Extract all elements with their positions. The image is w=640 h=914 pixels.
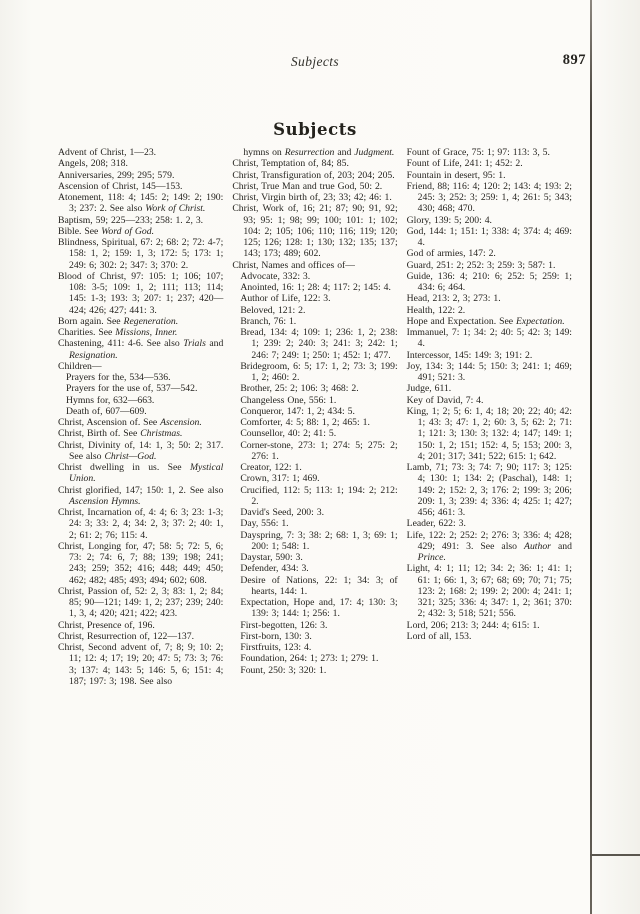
- index-entry: Anniversaries, 299; 295; 579.: [58, 169, 175, 181]
- index-entry: Bread, 134: 4; 109: 1; 236: 1, 2; 238: 1; 239: 2; 240: 3; 241: 3; 242: 1; 246: 7; 249: 1; 250: 1; 452: 1; 477.: [240, 327, 398, 361]
- index-entry: Day, 556: 1.: [240, 518, 289, 530]
- index-column-1: [58, 147, 223, 687]
- index-entry: Foundation, 264: 1; 273: 1; 279: 1.: [240, 653, 379, 665]
- index-entry: Christ, Divinity of, 14: 1, 3; 50: 2; 317. See also Christ—God.: [58, 439, 224, 462]
- index-entry: Health, 122: 2.: [406, 304, 466, 316]
- index-entry: Christ, Virgin birth of, 23; 33; 42; 46: 1.: [232, 192, 392, 203]
- index-entry: Crown, 317: 1; 469.: [240, 473, 320, 485]
- index-entry: Christ, Longing for, 47; 58: 5; 72: 5, 6; 73: 2; 74: 6, 7; 88; 139; 198; 241; 243; 259; 352; 416; 448; 449; 450; 462; 482; 485; 493; 494; 602; 608.: [58, 540, 224, 586]
- index-entry: Life, 122: 2; 252: 2; 276: 3; 336: 4; 428; 429; 491: 3. See also Author and Prince.: [406, 529, 572, 563]
- index-entry: Christ glorified, 147; 150: 1, 2. See also Ascension Hymns.: [58, 484, 224, 507]
- index-entry: Defender, 434: 3.: [240, 563, 309, 575]
- index-entry: Prayers for the, 534—536.: [66, 372, 171, 383]
- index-entry: Guide, 136: 4; 210: 6; 252: 5; 259: 1; 434: 6; 464.: [406, 270, 572, 293]
- index-entry: Daystar, 590: 3.: [240, 552, 303, 563]
- index-entry: Blindness, Spiritual, 67: 2; 68: 2; 72: 4-7; 158: 1, 2; 159: 1, 3; 172: 5; 173: 1; 249: 6; 302: 2; 347: 3; 370: 2.: [58, 237, 224, 271]
- index-entry: Christ, Names and offices of—: [232, 259, 355, 271]
- index-entry: Children—: [58, 360, 102, 372]
- index-entry: Advocate, 332: 3.: [240, 270, 311, 282]
- index-entry: David's Seed, 200: 3.: [240, 507, 325, 518]
- index-entry: hymns on Resurrection and Judgment.: [243, 147, 395, 158]
- index-entry: Branch, 76: 1.: [240, 315, 297, 327]
- index-entry: Christ, True Man and true God, 50: 2.: [232, 180, 383, 192]
- index-column-2: [232, 147, 397, 687]
- index-entry: Guard, 251: 2; 252: 3; 259: 3; 587: 1.: [406, 259, 556, 271]
- index-entry: Counsellor, 40: 2; 41: 5.: [240, 428, 337, 440]
- index-entry: Brother, 25: 2; 106: 3; 468: 2.: [240, 383, 359, 395]
- running-head: Subjects: [290, 54, 340, 69]
- index-entry: Lord of all, 153.: [406, 630, 472, 642]
- index-entry: Hymns for, 632—663.: [66, 394, 155, 406]
- page-corner-mark: [590, 854, 640, 856]
- index-entry: Intercessor, 145: 149: 3; 191: 2.: [406, 349, 533, 361]
- index-entry: Blood of Christ, 97: 105: 1; 106; 107; 108: 3-5; 109: 1, 2; 111; 113; 114; 145: 1-3; 193: 3; 207: 1; 237; 420—424; 426; 427; 441: 3.: [58, 270, 224, 316]
- index-entry: Christ, Transfiguration of, 203; 204; 205.: [232, 169, 395, 181]
- index-entry: Christ, Presence of, 196.: [58, 619, 155, 631]
- index-entry: Fount, 250: 3; 320: 1.: [240, 664, 327, 676]
- index-columns: [58, 147, 572, 687]
- index-entry: Head, 213: 2, 3; 273: 1.: [406, 293, 501, 305]
- section-title: Subjects: [273, 120, 357, 139]
- index-entry: God of armies, 147: 2.: [406, 248, 496, 260]
- index-entry: King, 1; 2; 5; 6: 1, 4; 18; 20; 22; 40; 42: 1; 43: 3; 47: 1, 2; 60: 3, 5; 62: 2; 71: 1; 121: 3; 130: 3; 132: 4; 147; 149: 1; 150: 1, 2; 151; 152: 4, 5; 153; 200: 3, 4; 201; 317; 341; 522; 615: 1; 642.: [406, 405, 572, 462]
- index-entry: Hope and Expectation. See Expectation.: [406, 315, 565, 327]
- index-entry: Firstfruits, 123: 4.: [240, 642, 312, 653]
- index-entry: Joy, 134: 3; 144: 5; 150: 3; 241: 1; 469; 491; 521: 3.: [406, 360, 572, 383]
- index-entry: Fount of Life, 241: 1; 452: 2.: [406, 158, 523, 170]
- index-entry: First-born, 130: 3.: [240, 630, 312, 642]
- index-entry: Friend, 88; 116: 4; 120: 2; 143: 4; 193: 2; 245: 3; 252: 3; 259: 1, 4; 261: 5; 343; 430; 468; 470.: [406, 180, 572, 215]
- index-entry: Glory, 139: 5; 200: 4.: [406, 214, 492, 226]
- index-entry: Beloved, 121: 2.: [240, 304, 306, 316]
- index-entry: Lamb, 71; 73: 3; 74: 7; 90; 117: 3; 125: 4; 130: 1; 134: 2; (Paschal), 148: 1; 149: 2; 152: 2, 3; 176: 2; 199: 3; 206; 209: 1, 3; 239: 4; 336: 4; 425: 1; 427; 456; 461: 3.: [406, 462, 572, 518]
- index-entry: Christ, Ascension of. See Ascension.: [58, 417, 202, 428]
- index-entry: Immanuel, 7: 1; 34: 2; 40: 5; 42: 3; 149: 4.: [406, 327, 572, 350]
- index-entry: Desire of Nations, 22: 1; 34: 3; of hearts, 144: 1.: [240, 574, 398, 597]
- index-entry: God, 144: 1; 151: 1; 338: 4; 374: 4; 469: 4.: [406, 225, 572, 248]
- index-entry: Born again. See Regeneration.: [58, 315, 179, 327]
- index-entry: Christ, Birth of. See Christmas.: [58, 428, 183, 440]
- index-entry: Conqueror, 147: 1, 2; 434: 5.: [240, 405, 355, 417]
- index-entry: Crucified, 112: 5; 113: 1; 194: 2; 212: 2.: [240, 484, 398, 507]
- index-entry: Dayspring, 7: 3; 38: 2; 68: 1, 3; 69: 1; 200: 1; 548: 1.: [240, 529, 398, 552]
- index-entry: Christ, Second advent of, 7; 8; 9; 10: 2; 11; 12: 4; 17; 19; 20; 47: 5; 73: 3; 76: 3; 137: 4; 143: 5; 146: 5, 6; 151: 4; 187; 197: 3; 198. See also: [58, 642, 224, 687]
- index-entry: Comforter, 4: 5; 88: 1, 2; 465: 1.: [240, 417, 370, 428]
- index-entry: Death of, 607—609.: [66, 405, 147, 417]
- index-entry: Prayers for the use of, 537—542.: [66, 383, 198, 395]
- index-entry: Charities. See Missions, Inner.: [58, 327, 178, 338]
- index-entry: Angels, 208; 318.: [58, 158, 128, 170]
- index-entry: Leader, 622: 3.: [406, 518, 466, 530]
- index-entry: Fountain in desert, 95: 1.: [406, 169, 506, 181]
- index-entry: Changeless One, 556: 1.: [240, 394, 337, 406]
- index-entry: Christ, Passion of, 52: 2, 3; 83: 1, 2; 84; 85; 90—121; 149: 1, 2; 237; 239; 240: 1, 3, 4; 420; 421; 422; 423.: [58, 585, 224, 620]
- index-entry: Key of David, 7: 4.: [406, 394, 484, 406]
- index-entry: Christ, Resurrection of, 122—137.: [58, 630, 195, 642]
- index-entry: Lord, 206; 213: 3; 244: 4; 615: 1.: [406, 619, 540, 631]
- index-entry: Christ, Temptation of, 84; 85.: [232, 158, 349, 170]
- index-column-3: [407, 147, 572, 687]
- index-entry: Expectation, Hope and, 17: 4; 130: 3; 139: 3; 144: 1; 256: 1.: [240, 597, 398, 620]
- index-entry: Corner-stone, 273: 1; 274: 5; 275: 2; 276: 1.: [240, 439, 398, 462]
- index-entry: Chastening, 411: 4-6. See also Trials and Resignation.: [58, 338, 224, 361]
- index-entry: Bridegroom, 6: 5; 17: 1, 2; 73: 3; 199: 1, 2; 460: 2.: [240, 360, 398, 383]
- index-entry: Christ, Incarnation of, 4: 4; 6: 3; 23: 1-3; 24: 3; 33: 2, 4; 34: 2, 3; 37: 2; 40: 1, 2; 61: 2; 76; 115: 4.: [58, 507, 224, 541]
- index-entry: Atonement, 118: 4; 145: 2; 149: 2; 190: 3; 237: 2. See also Work of Christ.: [58, 192, 224, 215]
- index-entry: Ascension of Christ, 145—153.: [58, 180, 183, 192]
- page-number: 897: [562, 52, 586, 68]
- index-entry: Anointed, 16: 1; 28: 4; 117: 2; 145: 4.: [240, 282, 391, 293]
- page-edge-line: [590, 0, 592, 914]
- index-entry: Christ dwelling in us. See Mystical Union.: [58, 462, 224, 485]
- index-entry: Fount of Grace, 75: 1; 97: 113: 3, 5.: [406, 147, 550, 158]
- index-entry: Creator, 122: 1.: [240, 462, 302, 473]
- index-entry: Baptism, 59; 225—233; 258: 1. 2, 3.: [58, 214, 204, 226]
- index-entry: First-begotten, 126: 3.: [240, 619, 328, 631]
- index-entry: Light, 4: 1; 11; 12; 34: 2; 36: 1; 41: 1; 61: 1; 66: 1, 3; 67; 68; 69; 70; 71; 75; 123: 2; 168: 2; 199: 2; 200: 4; 241: 1; 321; 325; 336: 4; 347: 1, 2; 361; 370: 2; 432: 3; 518; 521; 556.: [406, 563, 572, 620]
- index-entry: Author of Life, 122: 3.: [240, 293, 331, 305]
- index-entry: Bible. See Word of God.: [58, 225, 155, 237]
- page-header: [58, 52, 586, 72]
- index-entry: Judge, 611.: [406, 383, 452, 395]
- index-entry: Advent of Christ, 1—23.: [58, 147, 157, 158]
- index-entry: Christ, Work of, 16; 21; 87; 90; 91, 92; 93; 95: 1; 98; 99; 100; 101: 1; 102; 104: 2; 105; 106; 110; 116; 119; 120; 125; 126; 128: 1; 130; 132; 135; 137; 143; 173; 489; 602.: [232, 203, 398, 260]
